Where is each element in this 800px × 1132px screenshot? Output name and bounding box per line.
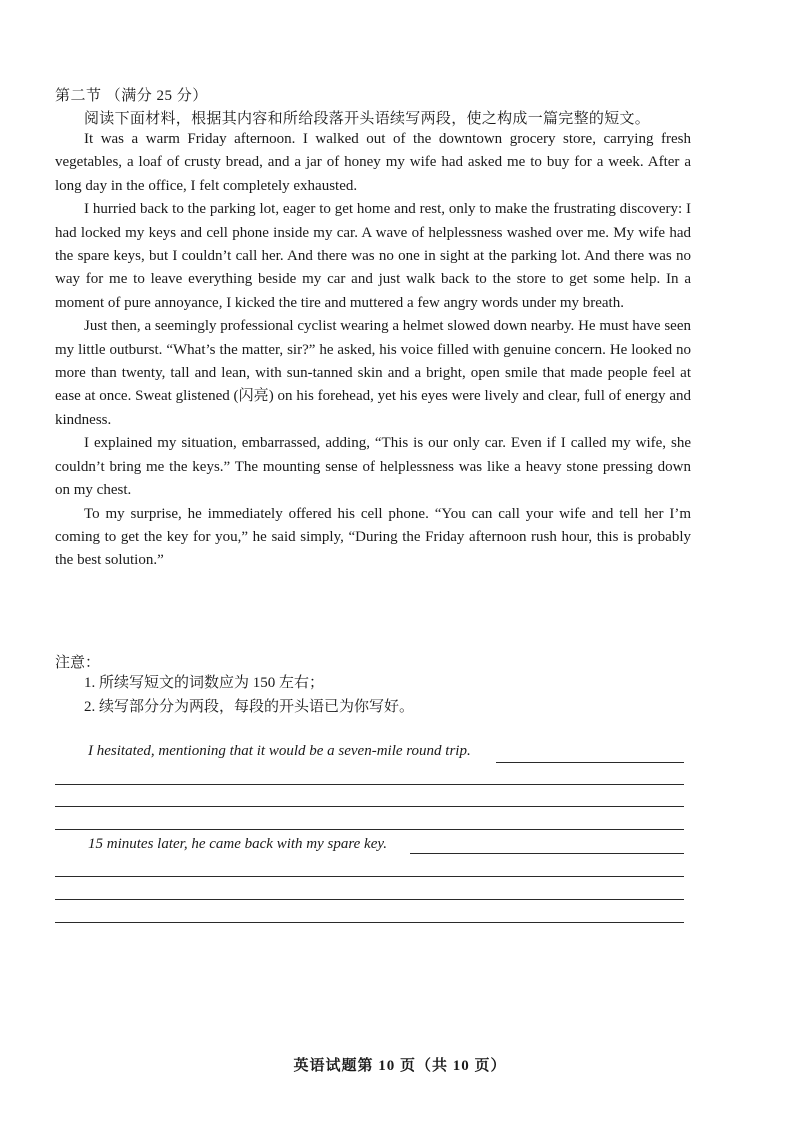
section-instruction: 阅读下面材料，根据其内容和所给段落开头语续写两段，使之构成一篇完整的短文。 (84, 111, 651, 127)
page-footer: 英语试题第 10 页（共 10 页） (293, 1058, 507, 1074)
first-paragraph-prompt: I hesitated, mentioning that it would be a seven-mile round trip. (88, 743, 471, 759)
second-prompt-answer-line[interactable] (410, 853, 684, 854)
notes-title: 注意： (55, 655, 101, 671)
notes-list (84, 672, 414, 719)
answer-line[interactable] (55, 806, 684, 807)
answer-line[interactable] (55, 829, 684, 830)
second-paragraph-prompt: 15 minutes later, he came back with my spare key. (88, 836, 387, 852)
passage-paragraph: It was a warm Friday afternoon. I walked out of the downtown grocery store, carrying fresh vegetables, a loaf of crusty bread, and a jar of honey my wife had asked me to buy for a week. After a long day in the office, I felt completely exhausted. (55, 131, 691, 194)
answer-line[interactable] (55, 899, 684, 900)
reading-passage (55, 128, 691, 573)
passage-paragraph: To my surprise, he immediately offered his cell phone. “You can call your wife and tell her I’m coming to get the key for you,” he said simply, “During the Friday afternoon rush hour, this is probably the best solution.” (55, 505, 691, 569)
answer-line[interactable] (55, 784, 684, 785)
passage-paragraph: Just then, a seemingly professional cyclist wearing a helmet slowed down nearby. He must have seen my little outburst. “What’s the matter, sir?” he asked, his voice filled with genuine concern. He looked no more than twenty, tall and lean, with sun-tanned skin and a bright, open smile that made people feel at ease at once. Sweat glistened (闪亮) on his forehead, yet his eyes were lively and clear, full of energy and kindness. (55, 318, 691, 428)
note-item: 2. 续写部分分为两段，每段的开头语已为你写好。 (84, 698, 415, 715)
note-item: 1. 所续写短文的词数应为 150 左右； (84, 675, 325, 691)
first-prompt-answer-line[interactable] (496, 762, 684, 763)
answer-line[interactable] (55, 876, 684, 877)
section-title: 第二节 （满分 25 分） (55, 88, 208, 104)
passage-paragraph: I explained my situation, embarrassed, adding, “This is our only car. Even if I called my wife, she couldn’t bring me the keys.” The mounting sense of helplessness was like a heavy stone pressing down on my chest. (55, 435, 691, 499)
answer-line[interactable] (55, 922, 684, 923)
passage-paragraph: I hurried back to the parking lot, eager to get home and rest, only to make the frustrating discovery: I had locked my keys and cell phone inside my car. A wave of helplessness washed over me. My wife had the spare keys, but I couldn’t call her. And there was no one in sight at the parking lot. And there was no way for me to leave everything beside my car and just walk back to the store to get some help. In a moment of pure annoyance, I kicked the tire and muttered a few angry words under my breath. (55, 201, 691, 311)
